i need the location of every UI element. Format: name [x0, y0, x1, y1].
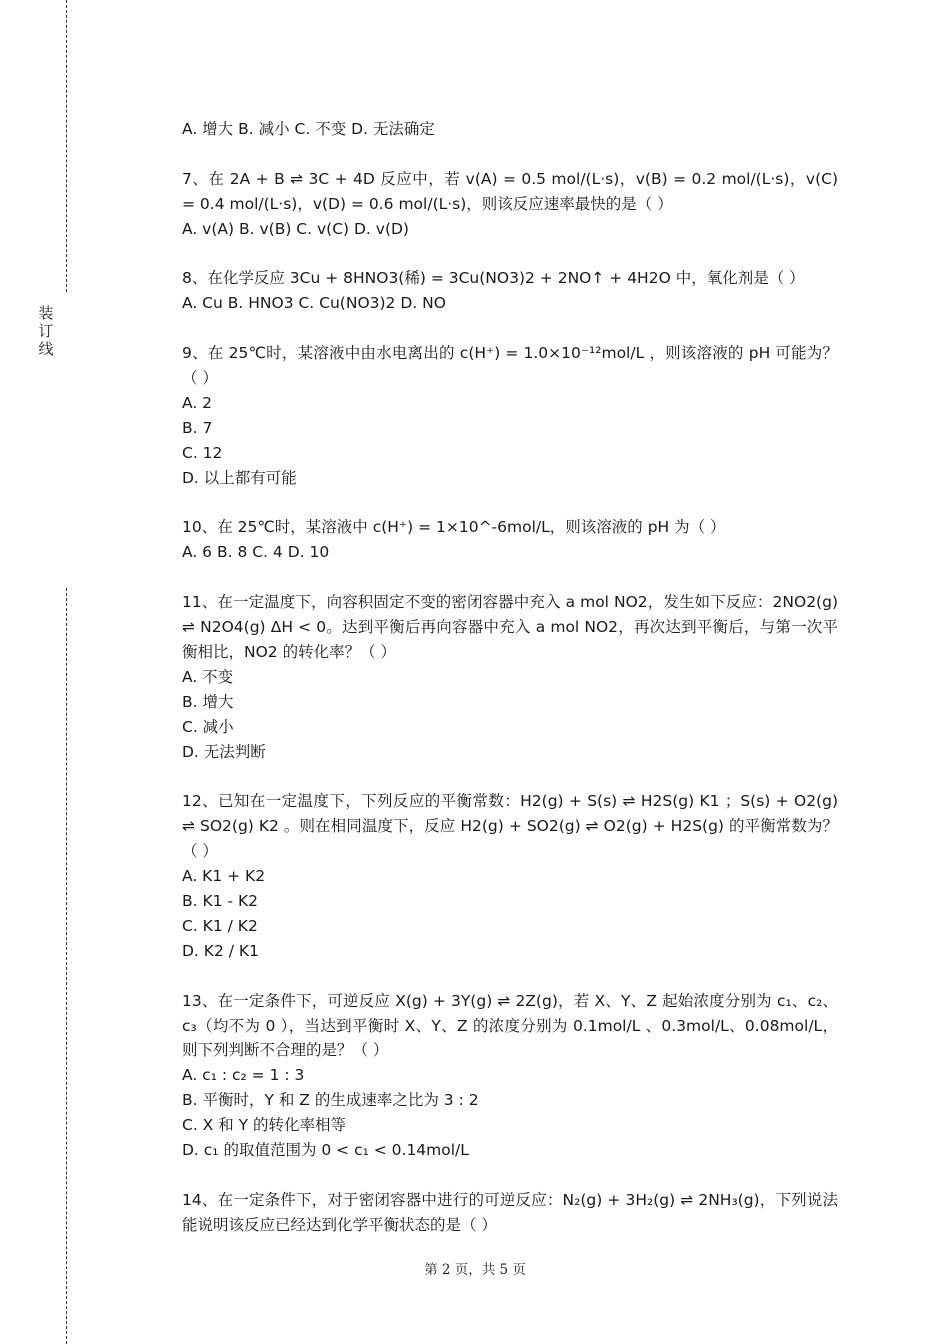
option-b: B. K1 - K2	[182, 892, 258, 910]
question-6	[182, 117, 838, 142]
option-d: D. c₁ 的取值范围为 0 < c₁ < 0.14mol/L	[182, 1141, 469, 1160]
option-b: B. 增大	[182, 692, 234, 711]
option-a: A. 2	[182, 393, 213, 412]
question-stem: 8、在化学反应 3Cu + 8HNO3(稀) = 3Cu(NO3)2 + 2NO↑ + 4H2O 中，氧化剂是（ ）	[182, 269, 805, 288]
option-d: D. 无法判断	[182, 742, 266, 761]
option-line: A. 增大 B. 减小 C. 不变 D. 无法确定	[182, 120, 435, 138]
option-b: B. 平衡时，Y 和 Z 的生成速率之比为 3 : 2	[182, 1091, 479, 1110]
question-stem: 12、已知在一定温度下，下列反应的平衡常数：H2(g) + S(s) ⇌ H2S(g) K1 ；S(s) + O2(g) ⇌ SO2(g) K2 。则在相同温度下，反应 H2(g) + SO2(g) ⇌ O2(g) + H2S(g) 的平衡常数为？（ ）	[182, 792, 838, 861]
question-8	[182, 266, 838, 316]
option-line: A. Cu B. HNO3 C. Cu(NO3)2 D. NO	[182, 294, 446, 313]
binding-line-top	[66, 0, 67, 292]
question-stem: 13、在一定条件下，可逆反应 X(g) + 3Y(g) ⇌ 2Z(g)，若 X、Y、Z 起始浓度分别为 c₁、c₂、c₃（均不为 0 ），当达到平衡时 X、Y、Z 的浓度分别为 0.1mol/L 、0.3mol/L、0.08mol/L，则下列判断不合理的是？（ ）	[182, 991, 838, 1060]
option-c: C. 12	[182, 443, 223, 462]
question-11	[182, 590, 838, 764]
option-line: A. 6 B. 8 C. 4 D. 10	[182, 543, 330, 562]
option-a: A. 不变	[182, 667, 234, 686]
binding-char: 订	[38, 322, 54, 340]
question-stem: 10、在 25℃时，某溶液中 c(H⁺) = 1×10^-6mol/L，则该溶液的 pH 为（ ）	[182, 518, 726, 537]
question-list	[182, 117, 838, 1263]
binding-line-bottom	[66, 588, 67, 1344]
binding-char: 线	[38, 340, 54, 358]
option-c: C. 减小	[182, 717, 234, 736]
option-c: C. X 和 Y 的转化率相等	[182, 1116, 347, 1135]
option-a: A. K1 + K2	[182, 867, 266, 886]
option-c: C. K1 / K2	[182, 916, 258, 935]
question-stem: 11、在一定温度下，向容积固定不变的密闭容器中充入 a mol NO2，发生如下反应：2NO2(g) ⇌ N2O4(g) ΔH < 0。达到平衡后再向容器中充入 a mol NO2，再次达到平衡后，与第一次平衡相比，NO2 的转化率？（ ）	[182, 593, 838, 661]
binding-char: 装	[38, 304, 54, 322]
page-number: 第 2 页，共 5 页	[424, 1262, 526, 1278]
question-14	[182, 1188, 838, 1238]
question-13	[182, 989, 838, 1163]
question-stem: 14、在一定条件下，对于密闭容器中进行的可逆反应：N₂(g) + 3H₂(g) ⇌ 2NH₃(g)，下列说法能说明该反应已经达到化学平衡状态的是（ ）	[182, 1190, 838, 1234]
option-a: A. c₁ : c₂ = 1 : 3	[182, 1066, 305, 1085]
question-stem: 9、在 25℃时，某溶液中由水电离出的 c(H⁺) = 1.0×10⁻¹²mol/L ，则该溶液的 pH 可能为？（ ）	[182, 344, 838, 388]
option-d: D. K2 / K1	[182, 941, 259, 960]
option-d: D. 以上都有可能	[182, 468, 297, 487]
question-10	[182, 515, 838, 565]
question-12	[182, 789, 838, 963]
question-9	[182, 341, 838, 490]
page-footer	[0, 1258, 950, 1278]
question-stem: 7、在 2A + B ⇌ 3C + 4D 反应中，若 v(A) = 0.5 mol/(L·s)，v(B) = 0.2 mol/(L·s)，v(C) = 0.4 mol/(L·s)，v(D) = 0.6 mol/(L·s)，则该反应速率最快的是（ ）	[182, 169, 838, 213]
option-line: A. v(A) B. v(B) C. v(C) D. v(D)	[182, 219, 409, 238]
question-7	[182, 167, 838, 242]
binding-label	[36, 304, 56, 358]
option-b: B. 7	[182, 418, 213, 437]
